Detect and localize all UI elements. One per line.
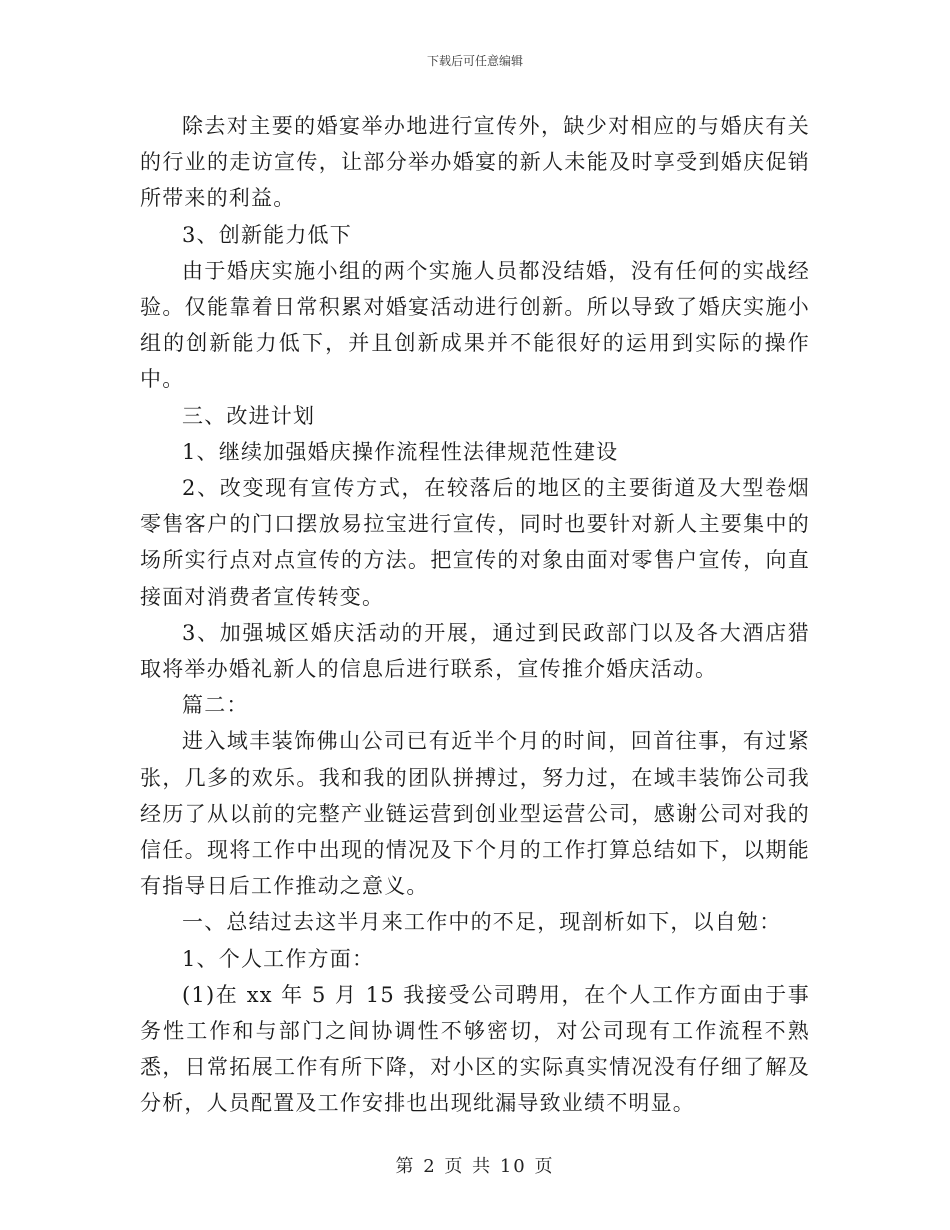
document-body: [140, 108, 810, 1122]
section-heading: 一、总结过去这半月来工作中的不足，现剖析如下，以自勉：: [182, 910, 782, 935]
section-heading: 1、个人工作方面：: [182, 946, 375, 971]
paragraph: 除去对主要的婚宴举办地进行宣传外，缺少对相应的与婚庆有关的行业的走访宣传，让部分举办婚宴的新人未能及时享受到婚庆促销所带来的利益。: [140, 114, 810, 211]
section-heading: 三、改进计划: [182, 403, 316, 428]
section-heading: 1、继续加强婚庆操作流程性法律规范性建设: [182, 439, 619, 464]
paragraph: 进入域丰装饰佛山公司已有近半个月的时间，回首往事，有过紧张，几多的欢乐。我和我的团队拼搏过，努力过，在域丰装饰公司我经历了从以前的完整产业链运营到创业型运营公司，感谢公司对我的信任。现将工作中出现的情况及下个月的工作打算总结如下，以期能有指导日后工作推动之意义。: [140, 729, 810, 899]
paragraph: 2、改变现有宣传方式，在较落后的地区的主要街道及大型卷烟零售客户的门口摆放易拉宝进行宣传，同时也要针对新人主要集中的场所实行点对点宣传的方法。把宣传的对象由面对零售户宣传，向直接面对消费者宣传转变。: [140, 476, 810, 609]
section-heading: 篇二：: [182, 693, 249, 718]
header-note: 下载后可任意编辑: [426, 54, 523, 68]
paragraph: (1)在 xx 年 5 月 15 我接受公司聘用，在个人工作方面由于事务性工作和与部门之间协调性不够密切，对公司现有工作流程不熟悉，日常拓展工作有所下降，对小区的实际真实情况没有仔细了解及分析，人员配置及工作安排也出现纰漏导致业绩不明显。: [140, 982, 810, 1116]
paragraph: 3、加强城区婚庆活动的开展，通过到民政部门以及各大酒店猎取将举办婚礼新人的信息后进行联系，宣传推介婚庆活动。: [140, 620, 810, 682]
section-heading: 3、创新能力低下: [182, 222, 352, 247]
paragraph: 由于婚庆实施小组的两个实施人员都没结婚，没有任何的实战经验。仅能靠着日常积累对婚宴活动进行创新。所以导致了婚庆实施小组的创新能力低下，并且创新成果并不能很好的运用到实际的操作中。: [140, 258, 810, 392]
page-number-footer: 第 2 页 共 10 页: [395, 1156, 555, 1177]
